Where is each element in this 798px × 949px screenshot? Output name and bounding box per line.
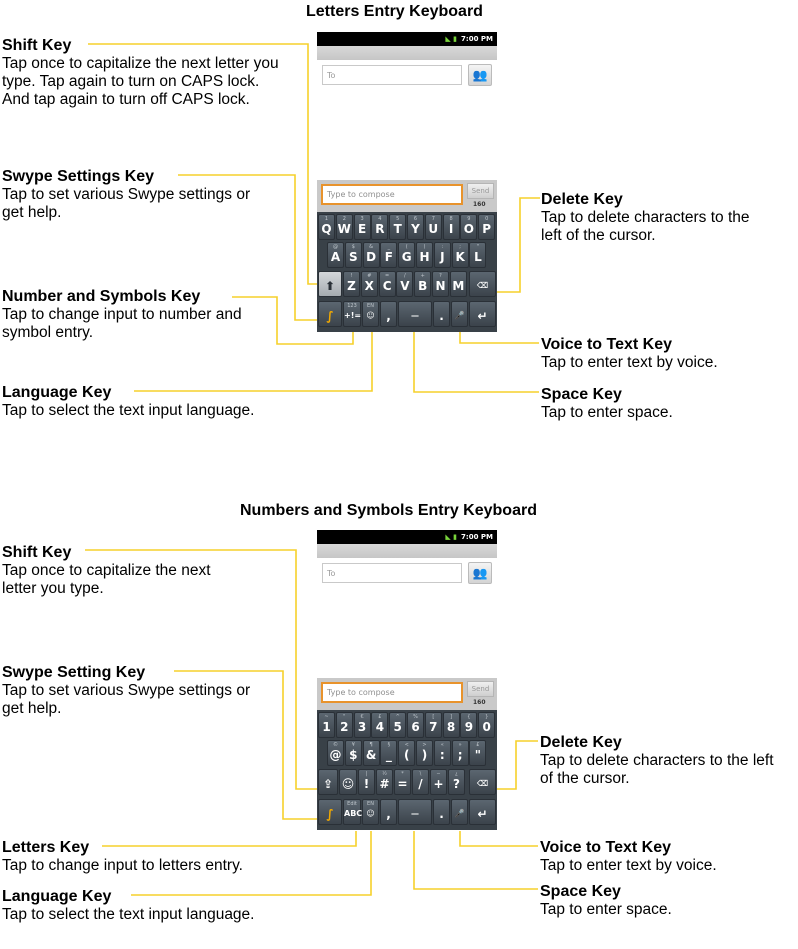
callout-description: Tap to enter text by voice. xyxy=(541,354,718,371)
key-row2-1[interactable] xyxy=(345,242,362,268)
callout-description: Tap to change input to letters entry. xyxy=(2,857,243,874)
key-label: # xyxy=(379,777,390,791)
callout-delete-key xyxy=(540,733,790,788)
key-row3-2[interactable] xyxy=(394,769,411,795)
callout-description: Tap to change input to number and symbol entry. xyxy=(2,306,242,341)
shift-arrow-icon: ⬆ xyxy=(324,279,336,293)
signal-icon: ◣ ▮ xyxy=(445,35,458,43)
key-row3-0[interactable] xyxy=(343,271,360,297)
key-secondary-label: 6 xyxy=(413,216,418,222)
key-secondary-label: § xyxy=(387,742,391,748)
key-label: U xyxy=(428,222,439,236)
enter-key[interactable] xyxy=(469,799,496,825)
key-row2-6[interactable] xyxy=(434,242,451,268)
key-6[interactable] xyxy=(425,712,442,738)
key-label: ? xyxy=(453,777,460,791)
swype-logo-icon: ∫ xyxy=(326,309,334,323)
callout-description: Tap to enter text by voice. xyxy=(540,857,717,874)
key-label: ; xyxy=(457,748,463,762)
key-2[interactable] xyxy=(354,712,371,738)
key-0[interactable] xyxy=(318,712,335,738)
key-secondary-label: = xyxy=(384,273,390,279)
key-7[interactable] xyxy=(443,214,460,240)
key-4[interactable] xyxy=(389,214,406,240)
key-secondary-label: { xyxy=(467,714,471,720)
key-label: F xyxy=(384,250,393,264)
key-secondary-label: ] xyxy=(450,714,453,720)
key-secondary-label: ; xyxy=(459,244,461,250)
key-row2-8[interactable] xyxy=(469,242,486,268)
comma-key[interactable] xyxy=(380,799,397,825)
key-label: O xyxy=(463,222,474,236)
key-secondary-label: > xyxy=(422,742,427,748)
callout-heading: Language Key xyxy=(2,888,112,905)
key-label: S xyxy=(348,250,358,264)
callout-delete-key xyxy=(541,190,771,245)
compose-area xyxy=(317,180,497,212)
key-row2-1[interactable] xyxy=(345,740,362,766)
key-secondary-label: EN xyxy=(367,303,374,309)
key-label: 9 xyxy=(464,720,474,734)
key-row3-5[interactable] xyxy=(448,769,465,795)
swype-logo-icon: ∫ xyxy=(326,807,334,821)
key-label: Y xyxy=(411,222,420,236)
callout-heading: Delete Key xyxy=(541,191,623,208)
key-label: : xyxy=(439,748,445,762)
key-1[interactable] xyxy=(336,712,353,738)
globe-icon: ☺ xyxy=(366,809,375,818)
key-secondary-label: 9 xyxy=(467,216,471,222)
callout-shift-key xyxy=(2,36,292,109)
letters-keyboard xyxy=(317,212,497,332)
key-label: V xyxy=(400,279,410,293)
shift-key[interactable] xyxy=(318,271,342,297)
key-7[interactable] xyxy=(443,712,460,738)
microphone-icon: 🎤 xyxy=(454,311,465,320)
smiley-icon: ☺ xyxy=(341,777,355,791)
key-label: 4 xyxy=(375,720,385,734)
key-label: _ xyxy=(385,748,392,762)
key-label: G xyxy=(401,250,412,264)
signal-icon: ◣ ▮ xyxy=(445,533,458,541)
key-secondary-label: _ xyxy=(387,244,391,250)
key-label: 7 xyxy=(429,720,438,734)
character-count: 160 xyxy=(473,201,486,208)
key-label: = xyxy=(397,777,408,791)
key-label: +!= xyxy=(344,311,362,320)
key-row2-5[interactable] xyxy=(416,242,433,268)
number-symbols-key[interactable] xyxy=(343,301,361,327)
key-row3-0[interactable] xyxy=(358,769,375,795)
key-secondary-label: @ xyxy=(333,244,338,250)
callout-heading: Delete Key xyxy=(540,734,622,751)
key-1[interactable] xyxy=(336,214,353,240)
callout-description: Tap to select the text input language. xyxy=(2,906,255,923)
key-8[interactable] xyxy=(460,712,477,738)
key-label: E xyxy=(357,222,367,236)
to-field[interactable]: To xyxy=(322,563,462,583)
space-key[interactable] xyxy=(398,301,432,327)
period-key[interactable] xyxy=(433,301,450,327)
swype-settings-key[interactable] xyxy=(318,301,342,327)
key-row3-2[interactable] xyxy=(379,271,396,297)
key-secondary-label: ¿ xyxy=(455,771,458,777)
key-secondary-label: $ xyxy=(351,244,355,250)
key-label: ABC xyxy=(344,809,363,818)
key-secondary-label: Edit xyxy=(347,801,357,807)
compose-field[interactable]: Type to compose xyxy=(321,682,463,703)
key-row2-8[interactable] xyxy=(469,740,486,766)
key-secondary-label: + xyxy=(420,273,425,279)
key-secondary-label: 4 xyxy=(378,216,382,222)
callout-heading: Swype Settings Key xyxy=(2,168,155,185)
key-secondary-label: 8 xyxy=(449,216,453,222)
key-label: Z xyxy=(347,279,356,293)
callout-language-key xyxy=(2,887,302,924)
callout-description: Tap to enter space. xyxy=(541,404,673,421)
key-secondary-label: − xyxy=(436,771,441,777)
shift-key[interactable] xyxy=(318,769,338,795)
key-row3-3[interactable] xyxy=(412,769,429,795)
key-row3-5[interactable] xyxy=(432,271,449,297)
numbers-keyboard xyxy=(317,710,497,830)
key-row2-2[interactable] xyxy=(363,242,380,268)
key-3[interactable] xyxy=(371,712,388,738)
key-label: J xyxy=(440,250,445,264)
callout-voice-to-text-key xyxy=(541,335,781,372)
key-label: P xyxy=(482,222,492,236)
delete-key[interactable] xyxy=(469,271,496,297)
key-label: . xyxy=(439,807,444,821)
key-label: 5 xyxy=(393,720,402,734)
language-key[interactable] xyxy=(362,799,379,825)
key-label: C xyxy=(382,279,392,293)
key-label: N xyxy=(435,279,446,293)
key-secondary-label: " xyxy=(476,244,480,250)
key-row3-6[interactable] xyxy=(450,271,467,297)
globe-icon: ☺ xyxy=(366,311,375,320)
title-bar xyxy=(317,46,497,60)
key-row2-0[interactable] xyxy=(327,242,344,268)
key-row3-4[interactable] xyxy=(414,271,431,297)
status-bar xyxy=(317,32,497,46)
callout-heading: Number and Symbols Key xyxy=(2,288,201,305)
key-secondary-label: » xyxy=(458,742,462,748)
callout-number-symbols-key xyxy=(2,287,272,342)
key-6[interactable] xyxy=(425,214,442,240)
key-label: + xyxy=(433,777,444,791)
key-label: A xyxy=(330,250,341,264)
key-secondary-label: & xyxy=(369,244,374,250)
key-secondary-label: / xyxy=(404,273,406,279)
key-row3-1[interactable] xyxy=(376,769,393,795)
key-secondary-label: 0 xyxy=(485,216,489,222)
key-label: I xyxy=(448,222,454,236)
key-label: T xyxy=(393,222,402,236)
key-3[interactable] xyxy=(371,214,388,240)
key-0[interactable] xyxy=(318,214,335,240)
swype-settings-key[interactable] xyxy=(318,799,342,825)
compose-field[interactable]: Type to compose xyxy=(321,184,463,205)
key-row2-3[interactable] xyxy=(380,740,397,766)
key-9[interactable] xyxy=(478,214,495,240)
key-row2-3[interactable] xyxy=(380,242,397,268)
key-secondary-label: * xyxy=(401,771,404,777)
key-label: ) xyxy=(421,748,428,762)
key-label: & xyxy=(365,748,377,762)
key-row2-2[interactable] xyxy=(363,740,380,766)
key-secondary-label: ¥ xyxy=(351,742,355,748)
delete-key[interactable] xyxy=(469,769,496,795)
key-secondary-label: € xyxy=(360,714,364,720)
key-label: 2 xyxy=(340,720,349,734)
numbers-phone-screen xyxy=(317,530,497,832)
key-secondary-label: ^ xyxy=(395,714,400,720)
key-row2-7[interactable] xyxy=(452,740,469,766)
key-row2-0[interactable] xyxy=(327,740,344,766)
key-label: K xyxy=(455,250,465,264)
callout-description: Tap to delete characters to the left of the cursor. xyxy=(541,209,750,244)
callout-description: Tap once to capitalize the next letter you type. Tap again to turn on CAPS lock. And tap again to turn off CAPS lock. xyxy=(2,55,279,108)
callout-space-key xyxy=(541,385,781,422)
contact-icon: 👥 xyxy=(472,566,488,580)
key-row3-4[interactable] xyxy=(430,769,447,795)
callout-heading: Voice to Text Key xyxy=(541,336,672,353)
callout-description: Tap to delete characters to the left of the cursor. xyxy=(540,752,774,787)
key-label: M xyxy=(452,279,465,293)
key-label: X xyxy=(364,279,374,293)
callout-space-key xyxy=(540,882,780,919)
key-label: W xyxy=(337,222,351,236)
key-secondary-label: 7 xyxy=(431,216,435,222)
callout-description: Tap to set various Swype settings or get help. xyxy=(2,186,251,221)
key-label: H xyxy=(419,250,430,264)
letters-key[interactable] xyxy=(343,799,361,825)
backspace-icon: ⌫ xyxy=(476,281,489,290)
callout-heading: Voice to Text Key xyxy=(540,839,671,856)
callout-description: Tap to enter space. xyxy=(540,901,672,918)
key-secondary-label: © xyxy=(333,742,338,748)
callout-heading: Shift Key xyxy=(2,37,72,54)
character-count: 160 xyxy=(473,699,486,706)
space-key[interactable] xyxy=(398,799,432,825)
key-row2-4[interactable] xyxy=(398,740,415,766)
key-row2-7[interactable] xyxy=(452,242,469,268)
period-key[interactable] xyxy=(433,799,450,825)
contact-icon: 👥 xyxy=(472,68,488,82)
key-secondary-label: 5 xyxy=(396,216,400,222)
key-row3-1[interactable] xyxy=(361,271,378,297)
callout-swype-settings-key xyxy=(2,167,272,222)
key-secondary-label: £ xyxy=(476,742,480,748)
callout-heading: Space Key xyxy=(541,386,622,403)
enter-key[interactable] xyxy=(469,301,496,327)
key-label: 3 xyxy=(357,720,367,734)
letters-keyboard-title: Letters Entry Keyboard xyxy=(306,3,483,20)
key-label: , xyxy=(386,807,391,821)
key-secondary-label: 3 xyxy=(360,216,364,222)
compose-area xyxy=(317,678,497,710)
key-secondary-label: " xyxy=(343,714,346,720)
key-label: ( xyxy=(403,748,410,762)
callout-language-key xyxy=(2,383,302,420)
key-label: $ xyxy=(349,748,358,762)
key-secondary-label: < xyxy=(404,742,409,748)
key-label: Q xyxy=(321,222,332,236)
key-5[interactable] xyxy=(407,712,424,738)
letters-phone-screen xyxy=(317,32,497,334)
callout-swype-setting-key xyxy=(2,663,272,718)
key-secondary-label: : xyxy=(441,244,444,250)
key-4[interactable] xyxy=(389,712,406,738)
key-secondary-label: EN xyxy=(367,801,374,807)
key-8[interactable] xyxy=(460,214,477,240)
key-secondary-label: ? xyxy=(439,273,442,279)
key-row2-4[interactable] xyxy=(398,242,415,268)
key-secondary-label: ½ xyxy=(382,771,387,777)
key-secondary-label: ¶ xyxy=(369,742,373,748)
key-secondary-label: \ xyxy=(419,771,422,777)
key-secondary-label: % xyxy=(413,714,418,720)
numbers-keyboard-title: Numbers and Symbols Entry Keyboard xyxy=(240,502,537,519)
key-row2-5[interactable] xyxy=(416,740,433,766)
key-5[interactable] xyxy=(407,214,424,240)
callout-description: Tap to select the text input language. xyxy=(2,402,255,419)
key-label: 8 xyxy=(446,720,456,734)
key-secondary-label: £ xyxy=(378,714,382,720)
key-secondary-label: 1 xyxy=(324,216,329,222)
key-label: B xyxy=(418,279,428,293)
key-label: , xyxy=(386,309,391,323)
callout-description: Tap once to capitalize the next letter you type. xyxy=(2,562,211,597)
key-row2-6[interactable] xyxy=(434,740,451,766)
key-label: / xyxy=(418,777,423,791)
space-bar: — xyxy=(411,311,419,320)
emoticon-key[interactable] xyxy=(339,769,357,795)
key-label: " xyxy=(474,748,482,762)
send-button[interactable]: Send xyxy=(467,183,494,199)
key-row3-3[interactable] xyxy=(396,271,413,297)
callout-shift-key xyxy=(2,543,262,598)
add-contact-button[interactable] xyxy=(468,562,492,584)
title-bar xyxy=(317,544,497,558)
callout-heading: Letters Key xyxy=(2,839,90,856)
status-time: 7:00 PM xyxy=(461,533,493,541)
key-secondary-label: # xyxy=(367,273,372,279)
microphone-icon: 🎤 xyxy=(454,809,465,818)
enter-arrow-icon: ↵ xyxy=(477,309,488,323)
callout-description: Tap to set various Swype settings or get help. xyxy=(2,682,251,717)
key-2[interactable] xyxy=(354,214,371,240)
send-button[interactable]: Send xyxy=(467,681,494,697)
key-label: 6 xyxy=(411,720,420,734)
key-secondary-label: ) xyxy=(423,244,426,250)
key-secondary-label: ~ xyxy=(324,714,329,720)
key-secondary-label: 2 xyxy=(342,216,346,222)
key-9[interactable] xyxy=(478,712,495,738)
key-label: R xyxy=(375,222,385,236)
key-secondary-label: | xyxy=(365,771,368,777)
callout-heading: Space Key xyxy=(540,883,621,900)
key-secondary-label: ! xyxy=(350,273,353,279)
enter-arrow-icon: ↵ xyxy=(477,807,488,821)
callout-voice-to-text-key xyxy=(540,838,780,875)
key-label: D xyxy=(366,250,377,264)
voice-to-text-key[interactable] xyxy=(451,301,468,327)
to-field[interactable]: To xyxy=(322,65,462,85)
comma-key[interactable] xyxy=(380,301,397,327)
status-bar xyxy=(317,530,497,544)
key-label: 1 xyxy=(322,720,331,734)
voice-to-text-key[interactable] xyxy=(451,799,468,825)
language-key[interactable] xyxy=(362,301,379,327)
key-secondary-label: [ xyxy=(432,714,435,720)
key-secondary-label: 123 xyxy=(347,303,357,309)
add-contact-button[interactable] xyxy=(468,64,492,86)
callout-heading: Language Key xyxy=(2,384,112,401)
key-label: 0 xyxy=(482,720,491,734)
key-label: . xyxy=(439,309,444,323)
key-label: ! xyxy=(363,777,370,791)
key-secondary-label: « xyxy=(440,742,444,748)
key-secondary-label: ( xyxy=(405,244,408,250)
callout-letters-key xyxy=(2,838,302,875)
backspace-icon: ⌫ xyxy=(476,779,489,788)
key-secondary-label: } xyxy=(485,714,489,720)
shift-arrow-icon: ⇪ xyxy=(322,777,334,791)
callout-heading: Swype Setting Key xyxy=(2,664,146,681)
key-label: L xyxy=(474,250,482,264)
callout-heading: Shift Key xyxy=(2,544,72,561)
key-label: @ xyxy=(329,748,342,762)
status-time: 7:00 PM xyxy=(461,35,493,43)
space-bar: — xyxy=(411,809,419,818)
